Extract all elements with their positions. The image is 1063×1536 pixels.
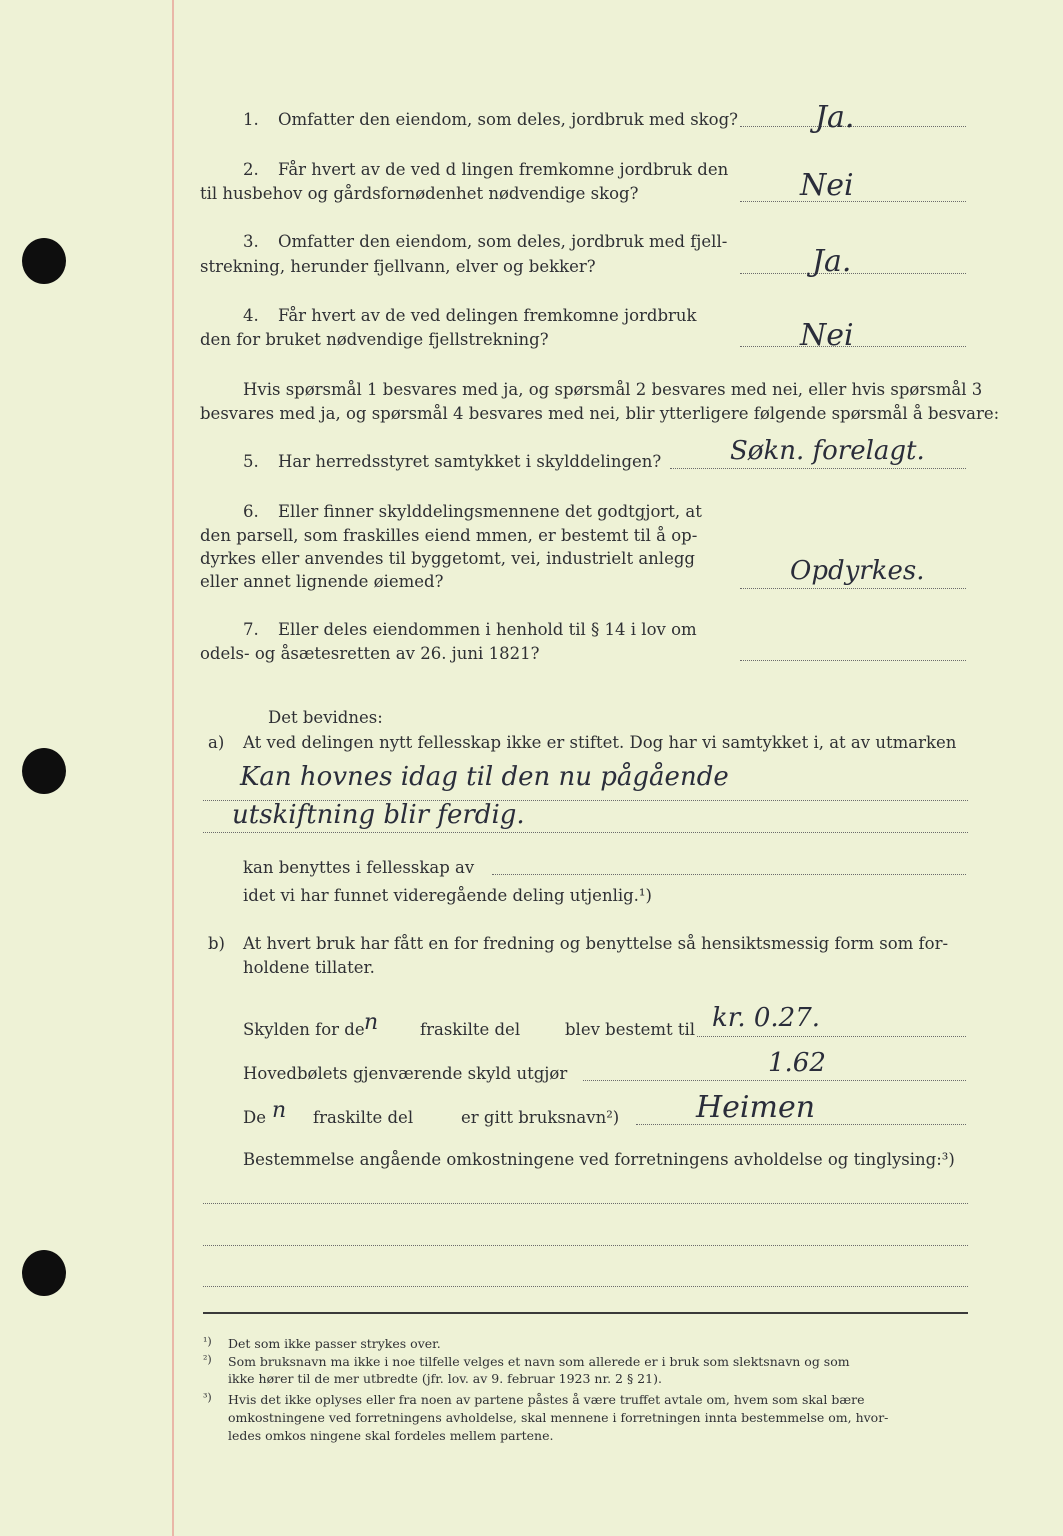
skyld-row1-value: kr. 0.27. <box>712 1003 821 1033</box>
answer-line-6 <box>740 588 966 589</box>
finding-b-line1: At hvert bruk har fått en for fredning og benyttelse så hensiktsmessig form som for- <box>243 934 949 953</box>
question-2-line1: Får hvert av de ved d lingen fremkomne jordbruk den <box>278 160 729 179</box>
answer-line-3 <box>740 273 966 274</box>
costs-line-3 <box>203 1286 968 1287</box>
skyld-row2-label: Hovedbølets gjenværende skyld utgjør <box>243 1064 568 1083</box>
question-1-number: 1. <box>243 110 259 129</box>
answer-3-handwritten: Ja. <box>812 244 852 279</box>
costs-line-1 <box>203 1203 968 1204</box>
question-5-number: 5. <box>243 452 259 471</box>
skyld-row1-handwritten-n: n <box>364 1010 379 1035</box>
skyld-row1-label-a: Skylden for de <box>243 1020 365 1039</box>
punch-hole <box>22 1250 66 1296</box>
finding-a-line3: kan benyttes i fellesskap av <box>243 858 475 877</box>
conditional-intro-line1: Hvis spørsmål 1 besvares med ja, og spørsmål 2 besvares med nei, eller hvis spørsmål 3 <box>243 380 983 399</box>
question-7-line2: odels- og åsætesretten av 26. juni 1821? <box>200 644 540 663</box>
question-3-line2: strekning, herunder fjellvann, elver og bekker? <box>200 257 596 276</box>
skyld-row2-line <box>583 1080 966 1081</box>
footnote-2-line2: ikke hører til de mer utbredte (jfr. lov. av 9. februar 1923 nr. 2 § 21). <box>228 1371 662 1386</box>
question-6-line2: den parsell, som fraskilles eiend mmen, er bestemt til å op- <box>200 526 698 545</box>
costs-line-2 <box>203 1245 968 1246</box>
finding-a-line4: idet vi har funnet videregående deling utjenlig.¹) <box>243 886 652 905</box>
question-4-line1: Får hvert av de ved delingen fremkomne jordbruk <box>278 306 697 325</box>
punch-hole <box>22 238 66 284</box>
skyld-row3-value: Heimen <box>696 1090 816 1125</box>
footnote-1-text: Det som ikke passer strykes over. <box>228 1336 441 1351</box>
question-7-line1: Eller deles eiendommen i henhold til § 14 i lov om <box>278 620 697 639</box>
question-6-line1: Eller finner skylddelingsmennene det godtgjort, at <box>278 502 702 521</box>
answer-line-5 <box>670 468 966 469</box>
answer-2-handwritten: Nei <box>800 168 854 203</box>
conditional-intro-line2: besvares med ja, og spørsmål 4 besvares med nei, blir ytterligere følgende spørsmål å besvare: <box>200 404 1000 423</box>
answer-6-handwritten: Opdyrkes. <box>790 556 925 586</box>
skyld-row1-label-c: blev bestemt til <box>565 1020 696 1039</box>
question-4-number: 4. <box>243 306 259 325</box>
finding-a-label: a) <box>208 733 225 752</box>
skyld-row1-label-b: fraskilte del <box>420 1020 521 1039</box>
question-4-line2: den for bruket nødvendige fjellstrekning? <box>200 330 549 349</box>
question-7-number: 7. <box>243 620 259 639</box>
margin-line <box>172 0 174 1536</box>
costs-label: Bestemmelse angående omkostningene ved forretningens avholdelse og tinglysing:³) <box>243 1150 955 1169</box>
findings-heading: Det bevidnes: <box>268 708 383 727</box>
question-5-text: Har herredsstyret samtykket i skylddelingen? <box>278 452 662 471</box>
finding-b-label: b) <box>208 934 225 953</box>
answer-1-handwritten: Ja. <box>815 100 855 135</box>
skyld-row2-value: 1.62 <box>768 1048 826 1078</box>
question-3-line1: Omfatter den eiendom, som deles, jordbruk med fjell- <box>278 232 728 251</box>
skyld-row3-label-c: er gitt bruksnavn²) <box>461 1108 620 1127</box>
answer-line-7 <box>740 660 966 661</box>
question-6-line4: eller annet lignende øiemed? <box>200 572 444 591</box>
footnote-2-line1: Som bruksnavn ma ikke i noe tilfelle velges et navn som allerede er i bruk som slektsnavn og som <box>228 1354 850 1369</box>
finding-a-text: At ved delingen nytt fellesskap ikke er stiftet. Dog har vi samtykket i, at av utmarken <box>243 733 957 752</box>
skyld-row1-line <box>697 1036 966 1037</box>
skyld-row3-label-a: De <box>243 1108 266 1127</box>
question-2-line2: til husbehov og gårdsfornødenhet nødvendige skog? <box>200 184 639 203</box>
answer-5-handwritten: Søkn. forelagt. <box>730 436 925 466</box>
question-1-text: Omfatter den eiendom, som deles, jordbruk med skog? <box>278 110 739 129</box>
question-3-number: 3. <box>243 232 259 251</box>
footnote-rule <box>203 1312 968 1314</box>
finding-b-line2: holdene tillater. <box>243 958 375 977</box>
handwritten-line-2 <box>203 832 968 833</box>
footnote-3-line2: omkostningene ved forretningens avholdelse, skal mennene i forretningen innta bestemmelse om, hvor- <box>228 1410 889 1425</box>
question-2-number: 2. <box>243 160 259 179</box>
punch-hole <box>22 748 66 794</box>
question-6-number: 6. <box>243 502 259 521</box>
question-6-line3: dyrkes eller anvendes til byggetomt, vei, industrielt anlegg <box>200 549 695 568</box>
footnote-3-mark: ³) <box>203 1391 212 1404</box>
footnote-3-line3: ledes omkos ningene skal fordeles mellem partene. <box>228 1428 554 1443</box>
footnote-1-mark: ¹) <box>203 1335 212 1348</box>
finding-a-handwritten-line2: utskiftning blir ferdig. <box>232 800 525 830</box>
footnote-3-line1: Hvis det ikke oplyses eller fra noen av partene påstes å være truffet avtale om, hvem som skal bære <box>228 1392 865 1407</box>
fellesskap-line <box>492 874 966 875</box>
answer-4-handwritten: Nei <box>800 318 854 353</box>
skyld-row3-handwritten-n: n <box>272 1098 287 1123</box>
footnote-2-mark: ²) <box>203 1353 212 1366</box>
finding-a-handwritten-line1: Kan hovnes idag til den nu pågående <box>240 762 729 792</box>
skyld-row3-label-b: fraskilte del <box>313 1108 414 1127</box>
